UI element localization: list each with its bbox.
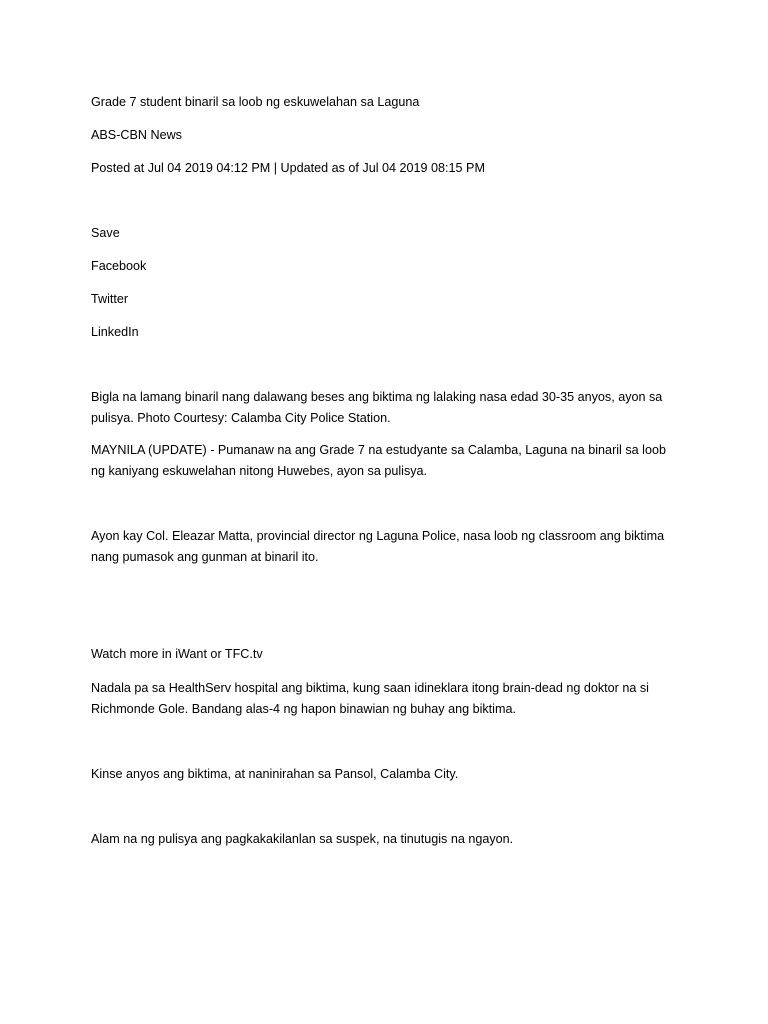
article-headline: Grade 7 student binaril sa loob ng eskuwelahan sa Laguna	[91, 95, 420, 109]
article-source: ABS-CBN News	[91, 128, 182, 142]
photo-caption: Bigla na lamang binaril nang dalawang beses ang biktima ng lalaking nasa edad 30-35 anyos, ayon sa pulisya. Photo Courtesy: Calamba City Police Station.	[91, 390, 663, 425]
share-save-link[interactable]: Save	[91, 226, 120, 240]
share-twitter-link[interactable]: Twitter	[91, 292, 129, 306]
share-linkedin-link[interactable]: LinkedIn	[91, 325, 139, 339]
paragraph-3: Nadala pa sa HealthServ hospital ang biktima, kung saan idineklara itong brain-dead ng doktor na si Richmonde Gole. Bandang alas-4 ng hapon binawian ng buhay ang biktima.	[91, 681, 649, 716]
paragraph-lead: MAYNILA (UPDATE) - Pumanaw na ang Grade 7 na estudyante sa Calamba, Laguna na binaril sa loob ng kaniyang eskuwelahan nitong Huwebes, ayon sa pulisya.	[91, 443, 666, 478]
article-timestamp: Posted at Jul 04 2019 04:12 PM | Updated as of Jul 04 2019 08:15 PM	[91, 161, 485, 175]
paragraph-2: Ayon kay Col. Eleazar Matta, provincial director ng Laguna Police, nasa loob ng classroom ang biktima nang pumasok ang gunman at binaril ito.	[91, 529, 665, 564]
share-facebook-link[interactable]: Facebook	[91, 259, 147, 273]
paragraph-5: Alam na ng pulisya ang pagkakakilanlan sa suspek, na tinutugis na ngayon.	[91, 832, 514, 846]
watch-more-link[interactable]: Watch more in iWant or TFC.tv	[91, 647, 263, 661]
paragraph-4: Kinse anyos ang biktima, at naninirahan sa Pansol, Calamba City.	[91, 767, 459, 781]
